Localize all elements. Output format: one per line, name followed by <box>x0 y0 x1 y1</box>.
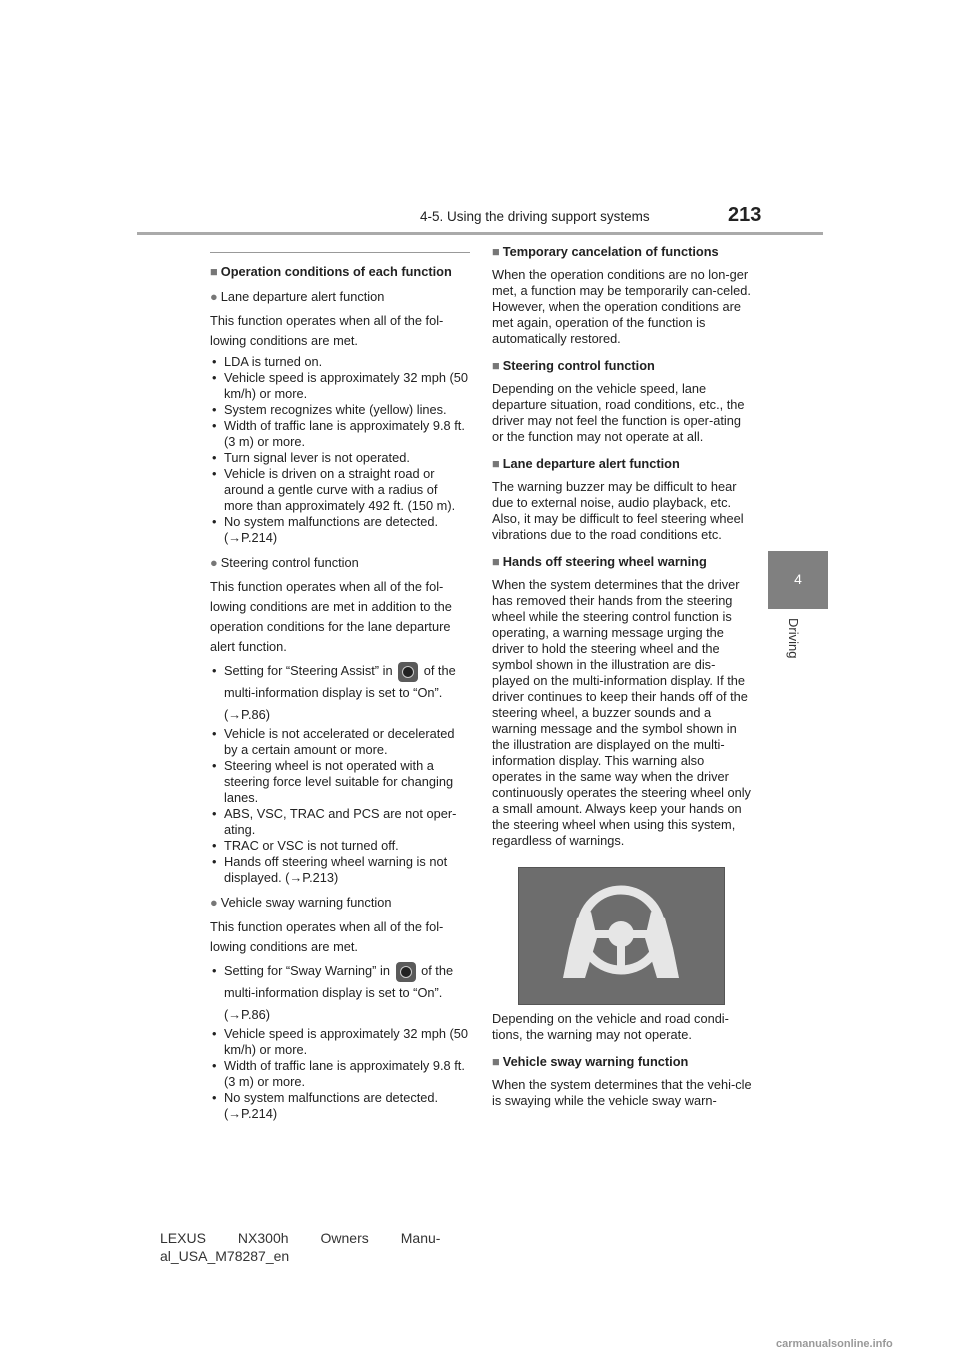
square-bullet-icon: ■ <box>492 1054 500 1069</box>
footer-code: al_USA_M78287_en <box>160 1248 290 1264</box>
square-bullet-icon: ■ <box>492 244 500 259</box>
chapter-number: 4 <box>794 571 802 587</box>
list-item: • Width of traffic lane is approximately 9.8 ft. (3 m) or more. <box>210 418 470 450</box>
list-item: • Vehicle speed is approximately 32 mph (50 km/h) or more. <box>210 370 470 402</box>
list-item: • Setting for “Sway Warning” in of the multi-information display is set to “On”. (→P.86) <box>210 960 470 1026</box>
section-title: 4-5. Using the driving support systems <box>420 209 650 224</box>
section-heading: ■ Vehicle sway warning function <box>492 1054 689 1069</box>
lda-intro: This function operates when all of the fol-lowing conditions are met. <box>210 313 444 348</box>
footer-doc: Owners <box>320 1230 369 1246</box>
list-item: • TRAC or VSC is not turned off. <box>210 838 470 854</box>
section-text: When the system determines that the driver has removed their hands from the steering wheel while the steering control function is operating, a warning message urging the driver to hold the steering wheel and the symbol shown in the illustration are dis-played on the multi-information display. If the driver continues to keep their hands off of the steering wheel, a buzzer sounds and a warning message and the symbol shown in the illustration are displayed on the multi-information display. This warning also operates in the same way when the driver continuously operates the steering wheel only a small amount. Always keep your hands on the steering wheel when using this system, regardless of warnings. <box>492 577 751 848</box>
list-item: • Setting for “Steering Assist” in of the multi-information display is set to “On”. (→P.86) <box>210 660 470 726</box>
steering-wheel-hands-icon <box>519 868 724 1004</box>
illustration-note: Depending on the vehicle and road condi-tions, the warning may not operate. <box>492 1011 729 1042</box>
section-heading: ■ Steering control function <box>492 358 655 373</box>
footer-manu: Manu- <box>400 1230 441 1246</box>
hands-on-steering-wheel-illustration <box>518 867 725 1005</box>
list-item: • Width of traffic lane is approximately 9.8 ft. (3 m) or more. <box>210 1058 470 1090</box>
sway-conditions-list <box>210 960 470 1122</box>
square-bullet-icon: ■ <box>492 554 500 569</box>
settings-gear-icon <box>398 662 418 682</box>
left-column <box>210 252 470 1122</box>
footer-brand: LEXUS <box>160 1230 206 1246</box>
list-item: • Vehicle is driven on a straight road or around a gentle curve with a radius of more than approximately 492 ft. (150 m). <box>210 466 470 514</box>
section-text: When the system determines that the vehi-cle is swaying while the vehicle sway warn- <box>492 1077 752 1108</box>
list-item: • No system malfunctions are detected. (→P.214) <box>210 514 470 546</box>
list-item: • System recognizes white (yellow) lines. <box>210 402 470 418</box>
list-item: • LDA is turned on. <box>210 354 470 370</box>
settings-gear-icon <box>396 962 416 982</box>
list-item: • Vehicle is not accelerated or decelerated by a certain amount or more. <box>210 726 470 758</box>
header-rule <box>137 232 823 235</box>
steering-conditions-list <box>210 660 470 886</box>
steering-intro: This function operates when all of the fol-lowing conditions are met in addition to the operation conditions for the lane departure alert function. <box>210 579 452 654</box>
circle-bullet-icon: ● <box>210 895 218 910</box>
circle-bullet-icon: ● <box>210 289 218 304</box>
list-item: • Steering wheel is not operated with a steering force level suitable for changing lanes. <box>210 758 470 806</box>
column-rule <box>210 252 470 253</box>
steering-subheading: ● Steering control function <box>210 555 359 570</box>
section-heading: ■ Hands off steering wheel warning <box>492 554 707 569</box>
square-bullet-icon: ■ <box>492 456 500 471</box>
section-text: The warning buzzer may be difficult to hear due to external noise, audio playback, etc. Also, it may be difficult to feel steering wheel vibrations due to the road conditions etc. <box>492 479 744 542</box>
operation-conditions-heading: ■ Operation conditions of each function <box>210 264 452 279</box>
section-text: When the operation conditions are no lon-ger met, a function may be temporarily can-celed. However, when the operation conditions are met again, operation of the function is automatically restored. <box>492 267 751 346</box>
sway-intro: This function operates when all of the fol-lowing conditions are met. <box>210 919 444 954</box>
square-bullet-icon: ■ <box>492 358 500 373</box>
footer-model: NX300h <box>237 1230 289 1246</box>
sway-subheading: ● Vehicle sway warning function <box>210 895 392 910</box>
footer <box>160 1229 472 1265</box>
lda-conditions-list <box>210 354 470 546</box>
lda-subheading: ● Lane departure alert function <box>210 289 385 304</box>
list-item: • Hands off steering wheel warning is not displayed. (→P.213) <box>210 854 470 886</box>
section-text: Depending on the vehicle speed, lane departure situation, road conditions, etc., the driver may not feel the function is oper-ating or the function may not operate at all. <box>492 381 745 444</box>
square-bullet-icon: ■ <box>210 264 218 279</box>
list-item: • Vehicle speed is approximately 32 mph (50 km/h) or more. <box>210 1026 470 1058</box>
list-item: • Turn signal lever is not operated. <box>210 450 470 466</box>
circle-bullet-icon: ● <box>210 555 218 570</box>
section-heading: ■ Lane departure alert function <box>492 456 680 471</box>
watermark: carmanualsonline.info <box>776 1338 893 1350</box>
section-heading: ■ Temporary cancelation of functions <box>492 244 719 259</box>
right-column <box>492 244 752 1111</box>
list-item: • ABS, VSC, TRAC and PCS are not oper-ating. <box>210 806 470 838</box>
chapter-tab[interactable] <box>768 551 828 609</box>
list-item: • No system malfunctions are detected. (→P.214) <box>210 1090 470 1122</box>
page-number: 213 <box>728 204 762 226</box>
chapter-label: Driving <box>786 618 801 659</box>
